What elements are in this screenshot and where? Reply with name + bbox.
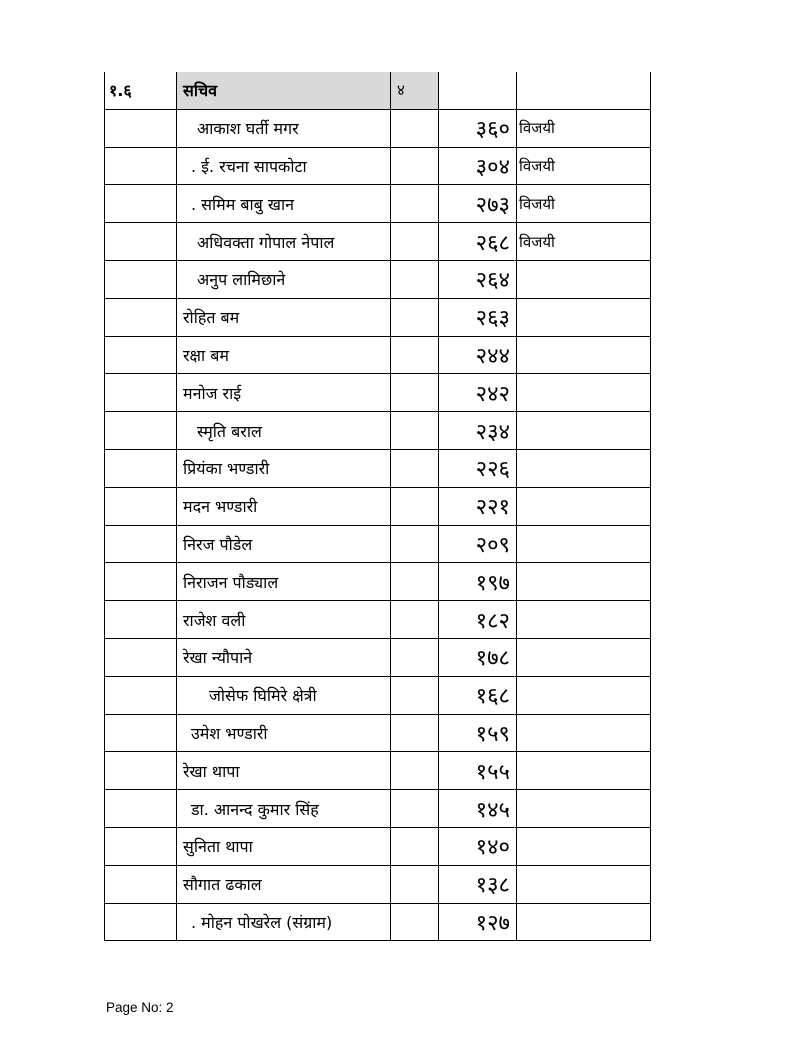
seats-cell: [391, 109, 439, 147]
table-row: [105, 827, 651, 865]
seats-cell: [391, 298, 439, 336]
seats-cell: [391, 185, 439, 223]
vote-count: १५९: [439, 714, 517, 752]
seats-cell: [391, 827, 439, 865]
serial-cell: [105, 487, 177, 525]
result-status: विजयी: [517, 223, 651, 261]
table-row: [105, 374, 651, 412]
result-status: [517, 601, 651, 639]
result-status: [517, 638, 651, 676]
serial-cell: [105, 601, 177, 639]
result-status: [517, 487, 651, 525]
result-status: विजयी: [517, 147, 651, 185]
table-row: [105, 790, 651, 828]
seats-cell: [391, 638, 439, 676]
section-serial: १.६: [105, 72, 177, 109]
result-status: [517, 298, 651, 336]
section-header-row: [105, 72, 651, 109]
result-status: [517, 374, 651, 412]
serial-cell: [105, 676, 177, 714]
table-row: [105, 336, 651, 374]
candidate-name: निरज पौडेल: [177, 525, 391, 563]
vote-count: १७८: [439, 638, 517, 676]
vote-count: १३८: [439, 865, 517, 903]
serial-cell: [105, 714, 177, 752]
serial-cell: [105, 374, 177, 412]
result-status: [517, 714, 651, 752]
results-table: [104, 72, 651, 941]
seats-cell: [391, 374, 439, 412]
vote-count: ३०४: [439, 147, 517, 185]
seats-cell: [391, 714, 439, 752]
result-status: [517, 336, 651, 374]
serial-cell: [105, 449, 177, 487]
result-status: [517, 412, 651, 450]
candidate-name: रोहित बम: [177, 298, 391, 336]
seats-cell: [391, 336, 439, 374]
vote-count: १६८: [439, 676, 517, 714]
seats-cell: [391, 223, 439, 261]
result-status: [517, 790, 651, 828]
vote-count: २६८: [439, 223, 517, 261]
table-row: [105, 601, 651, 639]
vote-count: १४५: [439, 790, 517, 828]
result-status: [517, 676, 651, 714]
vote-count: ३६०: [439, 109, 517, 147]
empty-cell: [439, 72, 517, 109]
serial-cell: [105, 752, 177, 790]
page-number: Page No: 2: [106, 1000, 174, 1015]
post-title: सचिव: [177, 72, 391, 109]
table-row: [105, 903, 651, 941]
serial-cell: [105, 525, 177, 563]
vote-count: २३४: [439, 412, 517, 450]
candidate-name: उमेश भण्डारी: [177, 714, 391, 752]
vote-count: १४०: [439, 827, 517, 865]
table-row: [105, 638, 651, 676]
candidate-name: रेखा न्यौपाने: [177, 638, 391, 676]
candidate-name: डा. आनन्द कुमार सिंह: [177, 790, 391, 828]
serial-cell: [105, 827, 177, 865]
candidate-name: प्रियंका भण्डारी: [177, 449, 391, 487]
table-row: [105, 109, 651, 147]
result-status: [517, 903, 651, 941]
result-status: [517, 563, 651, 601]
serial-cell: [105, 412, 177, 450]
seats-cell: [391, 147, 439, 185]
seats-cell: [391, 601, 439, 639]
candidate-name: . ई. रचना सापकोटा: [177, 147, 391, 185]
result-status: [517, 827, 651, 865]
vote-count: १८२: [439, 601, 517, 639]
vote-count: २२६: [439, 449, 517, 487]
serial-cell: [105, 790, 177, 828]
candidate-name: राजेश वली: [177, 601, 391, 639]
table-row: [105, 223, 651, 261]
candidate-name: आकाश घर्ती मगर: [177, 109, 391, 147]
result-status: विजयी: [517, 185, 651, 223]
result-status: विजयी: [517, 109, 651, 147]
table-row: [105, 676, 651, 714]
seats-cell: [391, 865, 439, 903]
seats-cell: [391, 676, 439, 714]
vote-count: २६३: [439, 298, 517, 336]
table-row: [105, 449, 651, 487]
vote-count: १५५: [439, 752, 517, 790]
vote-count: २४४: [439, 336, 517, 374]
serial-cell: [105, 336, 177, 374]
seats-cell: [391, 563, 439, 601]
candidate-name: सौगात ढकाल: [177, 865, 391, 903]
candidate-name: सुनिता थापा: [177, 827, 391, 865]
table-row: [105, 412, 651, 450]
seats-cell: [391, 412, 439, 450]
vote-count: १२७: [439, 903, 517, 941]
serial-cell: [105, 147, 177, 185]
vote-count: १९७: [439, 563, 517, 601]
serial-cell: [105, 298, 177, 336]
table-row: [105, 298, 651, 336]
seat-count: ४: [391, 72, 439, 109]
table-row: [105, 185, 651, 223]
candidate-name: रेखा थापा: [177, 752, 391, 790]
serial-cell: [105, 638, 177, 676]
vote-count: २६४: [439, 260, 517, 298]
candidate-name: अधिवक्ता गोपाल नेपाल: [177, 223, 391, 261]
candidate-name: जोसेफ घिमिरे क्षेत्री: [177, 676, 391, 714]
table-row: [105, 525, 651, 563]
candidate-name: मदन भण्डारी: [177, 487, 391, 525]
result-status: [517, 260, 651, 298]
serial-cell: [105, 563, 177, 601]
table-row: [105, 752, 651, 790]
table-row: [105, 487, 651, 525]
serial-cell: [105, 223, 177, 261]
result-status: [517, 449, 651, 487]
result-status: [517, 525, 651, 563]
candidate-name: रक्षा बम: [177, 336, 391, 374]
candidate-name: निराजन पौड्याल: [177, 563, 391, 601]
result-status: [517, 865, 651, 903]
result-status: [517, 752, 651, 790]
table-row: [105, 714, 651, 752]
table-row: [105, 865, 651, 903]
empty-cell: [517, 72, 651, 109]
seats-cell: [391, 525, 439, 563]
candidate-name: . समिम बाबु खान: [177, 185, 391, 223]
seats-cell: [391, 487, 439, 525]
candidate-name: . मोहन पोखरेल (संग्राम): [177, 903, 391, 941]
serial-cell: [105, 903, 177, 941]
serial-cell: [105, 185, 177, 223]
seats-cell: [391, 790, 439, 828]
serial-cell: [105, 109, 177, 147]
serial-cell: [105, 865, 177, 903]
table-row: [105, 147, 651, 185]
candidate-name: अनुप लामिछाने: [177, 260, 391, 298]
seats-cell: [391, 752, 439, 790]
seats-cell: [391, 449, 439, 487]
vote-count: २४२: [439, 374, 517, 412]
table-row: [105, 260, 651, 298]
candidate-name: स्मृति बराल: [177, 412, 391, 450]
seats-cell: [391, 260, 439, 298]
vote-count: २०९: [439, 525, 517, 563]
candidate-name: मनोज राई: [177, 374, 391, 412]
seats-cell: [391, 903, 439, 941]
vote-count: २२१: [439, 487, 517, 525]
serial-cell: [105, 260, 177, 298]
table-row: [105, 563, 651, 601]
vote-count: २७३: [439, 185, 517, 223]
